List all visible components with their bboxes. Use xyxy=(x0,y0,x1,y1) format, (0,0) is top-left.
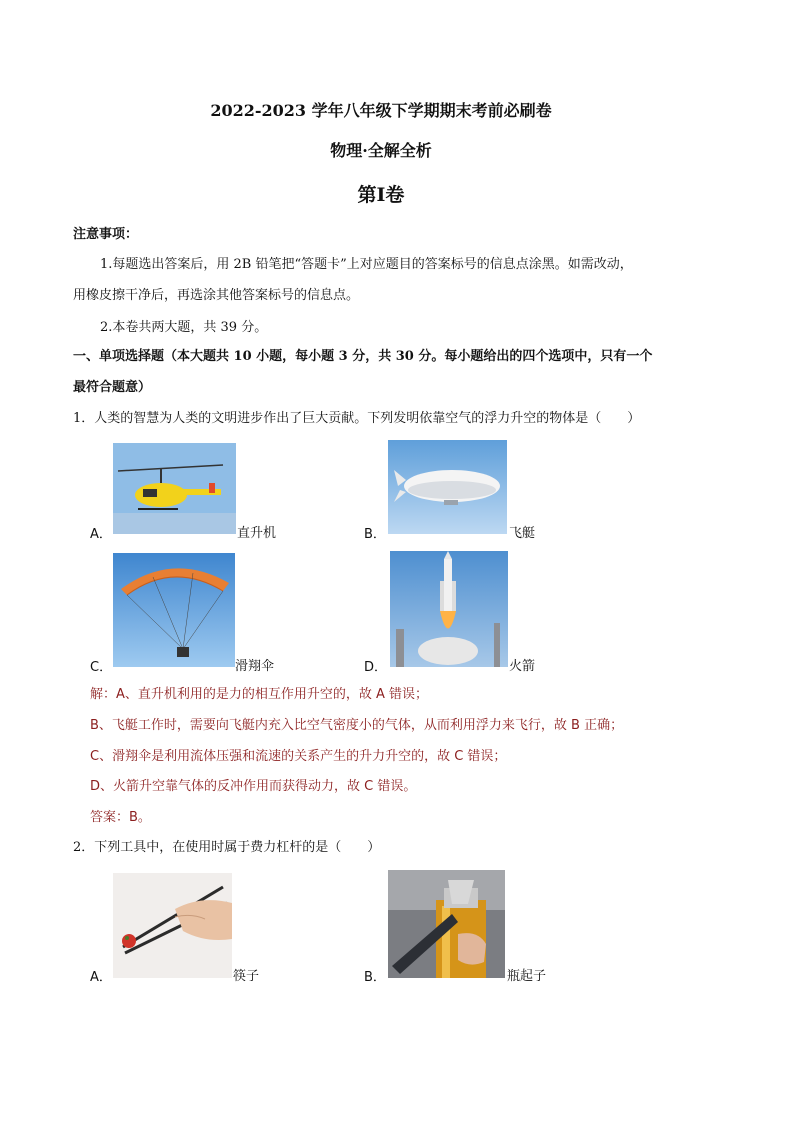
q1-option-b-letter: B． xyxy=(364,527,386,542)
q1-solution-line-1: 解：A、直升机利用的是力的相互作用升空的，故 A 错误； xyxy=(90,687,429,702)
q1-answer: 答案：B。 xyxy=(90,810,151,825)
helicopter-photo xyxy=(113,443,236,534)
airship-photo xyxy=(388,440,507,534)
section-heading-a: 一、单项选择题（本大题共 10 小题，每小题 3 分，共 30 分。每小题给出的四个选项中，只有一个 xyxy=(73,349,653,364)
q1-option-a-label: 直升机 xyxy=(237,526,277,541)
notes-line-1b: 用橡皮擦干净后，再选涂其他答案标号的信息点。 xyxy=(73,288,360,303)
section-heading-b: 最符合题意） xyxy=(73,380,152,395)
q1-option-c-letter: C． xyxy=(90,660,113,675)
bottle-opener-photo xyxy=(388,870,505,978)
document-subtitle: 物理·全解全析 xyxy=(330,141,432,160)
q1-solution-line-2: B、飞艇工作时，需要向飞艇内充入比空气密度小的气体，从而利用浮力来飞行，故 B 正确； xyxy=(90,718,624,733)
paraglider-photo xyxy=(113,553,235,667)
q1-solution-line-3: C、滑翔伞是利用流体压强和流速的关系产生的升力升空的，故 C 错误； xyxy=(90,749,507,764)
question-2-stem: 2．下列工具中，在使用时属于费力杠杆的是（ ） xyxy=(73,840,381,855)
notes-line-2: 2.本卷共两大题，共 39 分。 xyxy=(100,320,268,335)
q1-option-b-label: 飞艇 xyxy=(509,526,536,541)
q1-option-c-label: 滑翔伞 xyxy=(235,659,275,674)
question-1-stem: 1．人类的智慧为人类的文明进步作出了巨大贡献。下列发明依靠空气的浮力升空的物体是（ ） xyxy=(73,411,641,426)
q2-option-a-label: 筷子 xyxy=(233,969,260,984)
q2-option-b-letter: B． xyxy=(364,970,386,985)
volume-heading: 第Ⅰ卷 xyxy=(357,184,405,206)
document-title: 2022-2023 学年八年级下学期期末考前必刷卷 xyxy=(210,101,552,120)
notes-heading: 注意事项： xyxy=(73,227,139,242)
notes-line-1a: 1.每题选出答案后，用 2B 铅笔把“答题卡”上对应题目的答案标号的信息点涂黑。如需改动， xyxy=(100,257,633,272)
q1-option-d-label: 火箭 xyxy=(509,659,536,674)
q2-option-b-label: 瓶起子 xyxy=(507,969,547,984)
rocket-photo xyxy=(390,551,508,667)
q1-solution-line-4: D、火箭升空靠气体的反冲作用而获得动力，故 C 错误。 xyxy=(90,779,417,794)
chopsticks-photo xyxy=(113,873,232,978)
q1-option-d-letter: D． xyxy=(364,660,388,675)
q1-option-a-letter: A． xyxy=(90,527,112,542)
q2-option-a-letter: A． xyxy=(90,970,112,985)
